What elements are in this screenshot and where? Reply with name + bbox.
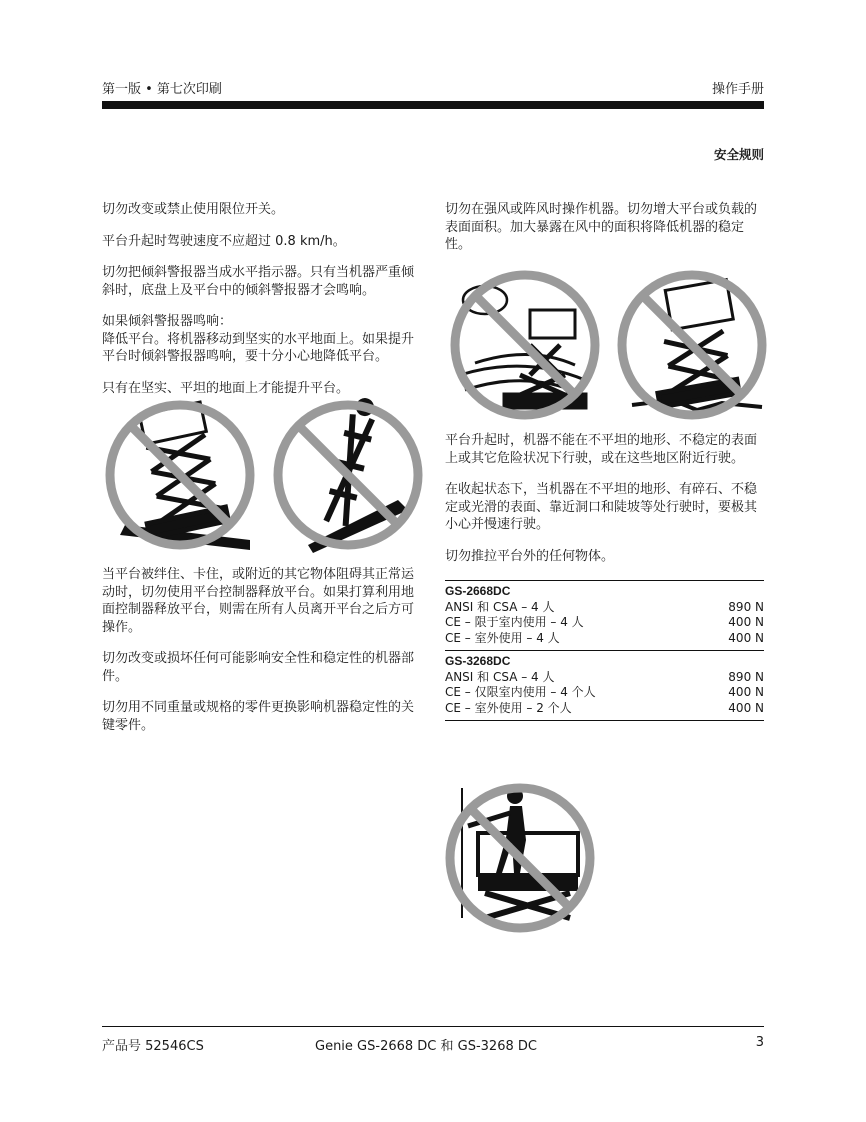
spec-model-title: GS-3268DC (445, 654, 511, 668)
section-title: 安全规则 (713, 147, 764, 162)
spec-group-gs-3268dc (445, 651, 764, 720)
tilt-alarm-steps: 降低平台。将机器移动到坚实的水平地面上。如果提升平台时倾斜警报器鸣响，要十分小心地降低平台。 (102, 331, 415, 364)
spec-group-gs-2668dc (445, 581, 764, 650)
stowed-travel-rule: 在收起状态下，当机器在不平坦的地形、有碎石、不稳定或光滑的表面、靠近洞口和陡坡等处行驶时，要极其小心并慢速行驶。 (445, 482, 758, 532)
right-column-top (445, 201, 765, 268)
header-rule (102, 101, 764, 109)
spec-row: ANSI 和 CSA – 4 人 890 N (445, 599, 764, 614)
tilt-alarm-rule: 切勿把倾斜警报器当成水平指示器。只有当机器严重倾斜时，底盘上及平台中的倾斜警报器才会鸣响。 (102, 265, 415, 298)
side-force-spec-table (445, 580, 764, 721)
footer-page-number: 3 (755, 1035, 764, 1050)
push-object-prohibited-illustration (440, 778, 600, 938)
table-rule-bottom (445, 720, 764, 721)
drive-speed-rule: 平台升起时驾驶速度不应超过 0.8 km/h。 (102, 233, 346, 249)
wind-prohibited-illustration (445, 265, 605, 425)
spec-row: ANSI 和 CSA – 4 人 890 N (445, 669, 764, 684)
header-edition: 第一版 • 第七次印刷 (102, 82, 222, 97)
firm-ground-rule: 只有在坚实、平坦的地面上才能提升平台。 (102, 380, 350, 396)
push-pull-rule: 切勿推拉平台外的任何物体。 (445, 548, 615, 564)
replacement-parts-rule: 切勿用不同重量或规格的零件更换影响机器稳定性的关键零件。 (102, 700, 415, 733)
raised-travel-rule: 平台升起时，机器不能在不平坦的地形、不稳定的表面上或其它危险状况下行驶，或在这些地区附近行驶。 (445, 433, 758, 466)
footer-part-number: 产品号 52546CS (102, 1039, 204, 1054)
spec-row: CE – 限于室内使用 – 4 人 400 N (445, 615, 764, 629)
tilted-lift-prohibited-illustration (100, 395, 260, 555)
spec-row: CE – 室外使用 – 4 人 400 N (445, 630, 764, 645)
wind-rule: 切勿在强风或阵风时操作机器。切勿增大平台或负载的表面面积。加大暴露在风中的面积将降低机器的稳定性。 (445, 202, 758, 252)
left-column-bottom (102, 566, 422, 748)
raised-on-slope-prohibited-illustration (268, 395, 428, 555)
tilt-alarm-heading: 如果倾斜警报器鸣响： (102, 314, 233, 329)
header-manual-title: 操作手册 (711, 82, 764, 97)
entangled-platform-rule: 当平台被绊住、卡住，或附近的其它物体阻碍其正常运动时，切勿使用平台控制器释放平台。如果打算利用地面控制器释放平台，则需在所有人员离开平台之后方可操作。 (102, 567, 415, 635)
tilt-alarm-action (102, 313, 422, 366)
limit-switch-rule: 切勿改变或禁止使用限位开关。 (102, 202, 285, 217)
stability-parts-rule: 切勿改变或损坏任何可能影响安全性和稳定性的机器部件。 (102, 651, 415, 684)
footer-rule (102, 1026, 764, 1027)
left-column-top (102, 201, 422, 411)
spec-row: CE – 室外使用 – 2 个人 400 N (445, 700, 764, 715)
uneven-terrain-prohibited-illustration (612, 265, 772, 425)
footer-model-names: Genie GS-2668 DC 和 GS-3268 DC (315, 1039, 537, 1054)
spec-row: CE – 仅限室内使用 – 4 个人 400 N (445, 685, 764, 699)
right-column-middle (445, 432, 765, 565)
spec-model-title: GS-2668DC (445, 584, 511, 598)
